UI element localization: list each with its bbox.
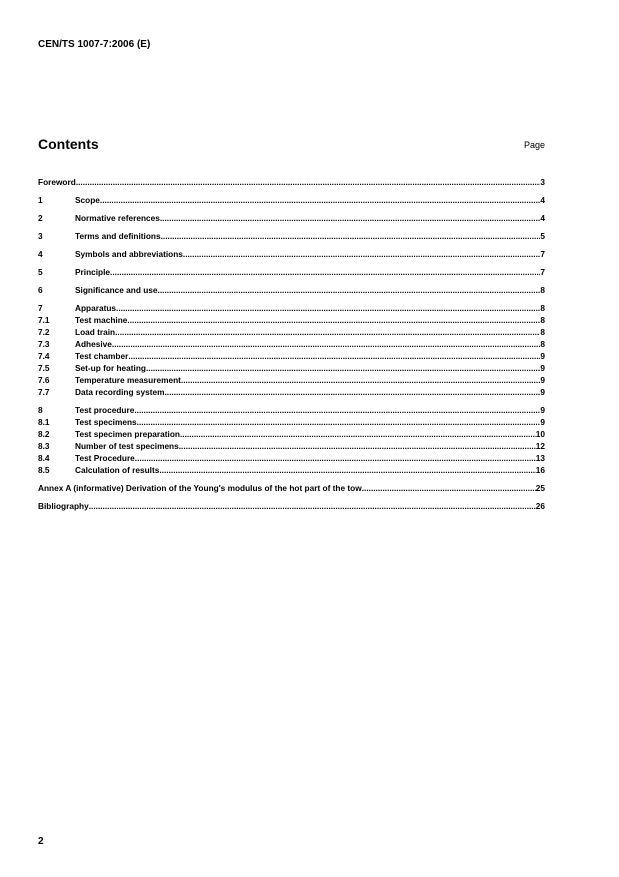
dot-leader <box>160 212 541 224</box>
toc-entry-page: 9 <box>540 363 545 373</box>
dot-leader <box>116 302 540 314</box>
toc-entry-number: 7.1 <box>38 315 50 325</box>
dot-leader <box>127 314 540 326</box>
dot-leader <box>158 284 541 296</box>
toc-entry-title: Test specimens <box>75 417 137 427</box>
toc-entry-number: 2 <box>38 213 43 223</box>
toc-entry-number: 4 <box>38 249 43 259</box>
dot-leader <box>179 440 536 452</box>
toc-entry-number: 8 <box>38 405 43 415</box>
toc-entry-page: 4 <box>540 213 545 223</box>
dot-leader <box>89 500 536 512</box>
dot-leader <box>137 416 541 428</box>
toc-entry-title: Adhesive <box>75 339 112 349</box>
dot-leader <box>128 350 540 362</box>
toc-entry-page: 8 <box>540 339 545 349</box>
toc-entry[interactable] <box>38 302 545 314</box>
toc-entry[interactable] <box>38 374 545 386</box>
toc-entry-title: Load train <box>75 327 116 337</box>
toc-entry-page: 9 <box>540 351 545 361</box>
toc-entry-title: Calculation of results <box>75 465 160 475</box>
toc-entry-page: 25 <box>535 483 545 493</box>
toc-entry[interactable] <box>38 362 545 374</box>
toc-entry[interactable] <box>38 386 545 398</box>
toc-entry-number: 7 <box>38 303 43 313</box>
toc-entry-page: 8 <box>540 327 545 337</box>
dot-leader <box>112 338 540 350</box>
toc-entry-number: 7.7 <box>38 387 50 397</box>
toc-entry[interactable] <box>38 464 545 476</box>
toc-entry-title: Set-up for heating <box>75 363 146 373</box>
toc-entry-number: 7.2 <box>38 327 50 337</box>
toc-entry[interactable] <box>38 482 545 494</box>
toc-entry[interactable] <box>38 404 545 416</box>
page-number: 2 <box>38 836 44 847</box>
toc-entry-title: Test Procedure <box>75 453 135 463</box>
dot-leader <box>180 428 536 440</box>
toc-entry-title: Annex A (informative) Derivation of the Young's modulus of the hot part of the tow <box>38 483 362 493</box>
toc-entry[interactable] <box>38 230 545 242</box>
toc-entry-title: Number of test specimens <box>75 441 179 451</box>
table-of-contents <box>38 176 545 512</box>
toc-entry-page: 5 <box>540 231 545 241</box>
toc-entry[interactable] <box>38 500 545 512</box>
toc-entry[interactable] <box>38 416 545 428</box>
toc-entry-number: 8.5 <box>38 465 50 475</box>
toc-entry-number: 8.4 <box>38 453 50 463</box>
dot-leader <box>146 362 540 374</box>
toc-entry-title: Test specimen preparation <box>75 429 180 439</box>
toc-entry-page: 12 <box>535 441 545 451</box>
document-id-header: CEN/TS 1007-7:2006 (E) <box>38 39 151 50</box>
toc-entry-page: 9 <box>540 417 545 427</box>
toc-entry-page: 8 <box>540 303 545 313</box>
toc-entry-title: Terms and definitions <box>75 231 161 241</box>
toc-entry[interactable] <box>38 428 545 440</box>
toc-entry[interactable] <box>38 176 545 188</box>
toc-entry[interactable] <box>38 212 545 224</box>
toc-entry[interactable] <box>38 338 545 350</box>
toc-entry-page: 26 <box>535 501 545 511</box>
toc-entry-title: Bibliography <box>38 501 89 511</box>
toc-entry-number: 8.2 <box>38 429 50 439</box>
toc-entry-page: 9 <box>540 405 545 415</box>
toc-entry-page: 13 <box>535 453 545 463</box>
toc-entry[interactable] <box>38 248 545 260</box>
toc-entry-page: 16 <box>535 465 545 475</box>
toc-entry-page: 9 <box>540 375 545 385</box>
dot-leader <box>181 374 540 386</box>
toc-entry-title: Principle <box>75 267 111 277</box>
toc-entry[interactable] <box>38 350 545 362</box>
toc-entry-page: 7 <box>540 249 545 259</box>
toc-entry[interactable] <box>38 284 545 296</box>
toc-entry-page: 3 <box>540 177 545 187</box>
contents-heading: Contents <box>38 136 99 152</box>
toc-entry-page: 7 <box>540 267 545 277</box>
toc-entry-title: Test machine <box>75 315 128 325</box>
toc-entry[interactable] <box>38 452 545 464</box>
dot-leader <box>110 266 540 278</box>
toc-entry-number: 8.1 <box>38 417 50 427</box>
dot-leader <box>76 176 541 188</box>
toc-entry-number: 3 <box>38 231 43 241</box>
toc-entry-title: Scope <box>75 195 100 205</box>
toc-entry[interactable] <box>38 326 545 338</box>
dot-leader <box>183 248 540 260</box>
toc-entry[interactable] <box>38 194 545 206</box>
dot-leader <box>164 386 540 398</box>
toc-entry-number: 7.5 <box>38 363 50 373</box>
toc-entry-title: Test chamber <box>75 351 129 361</box>
dot-leader <box>159 464 535 476</box>
toc-entry-page: 10 <box>535 429 545 439</box>
toc-entry-page: 8 <box>540 315 545 325</box>
toc-entry-title: Data recording system <box>75 387 165 397</box>
dot-leader <box>115 326 540 338</box>
toc-entry-number: 7.3 <box>38 339 50 349</box>
page-column-label: Page <box>523 140 545 150</box>
toc-entry-number: 1 <box>38 195 43 205</box>
toc-entry-title: Foreword <box>38 177 76 187</box>
toc-entry-number: 6 <box>38 285 43 295</box>
dot-leader <box>362 482 536 494</box>
toc-entry-title: Test procedure <box>75 405 135 415</box>
toc-entry-title: Apparatus <box>75 303 117 313</box>
toc-entry[interactable] <box>38 266 545 278</box>
toc-entry-page: 4 <box>540 195 545 205</box>
toc-entry-number: 7.6 <box>38 375 50 385</box>
dot-leader <box>161 230 541 242</box>
dot-leader <box>135 452 536 464</box>
toc-entry[interactable] <box>38 440 545 452</box>
toc-entry-number: 5 <box>38 267 43 277</box>
toc-entry-title: Temperature measurement <box>75 375 181 385</box>
toc-entry-title: Normative references <box>75 213 160 223</box>
toc-entry-title: Significance and use <box>75 285 158 295</box>
toc-entry-number: 8.3 <box>38 441 50 451</box>
toc-entry-page: 9 <box>540 387 545 397</box>
toc-entry[interactable] <box>38 314 545 326</box>
toc-entry-page: 8 <box>540 285 545 295</box>
toc-entry-number: 7.4 <box>38 351 50 361</box>
dot-leader <box>134 404 540 416</box>
toc-entry-title: Symbols and abbreviations <box>75 249 183 259</box>
dot-leader <box>100 194 540 206</box>
